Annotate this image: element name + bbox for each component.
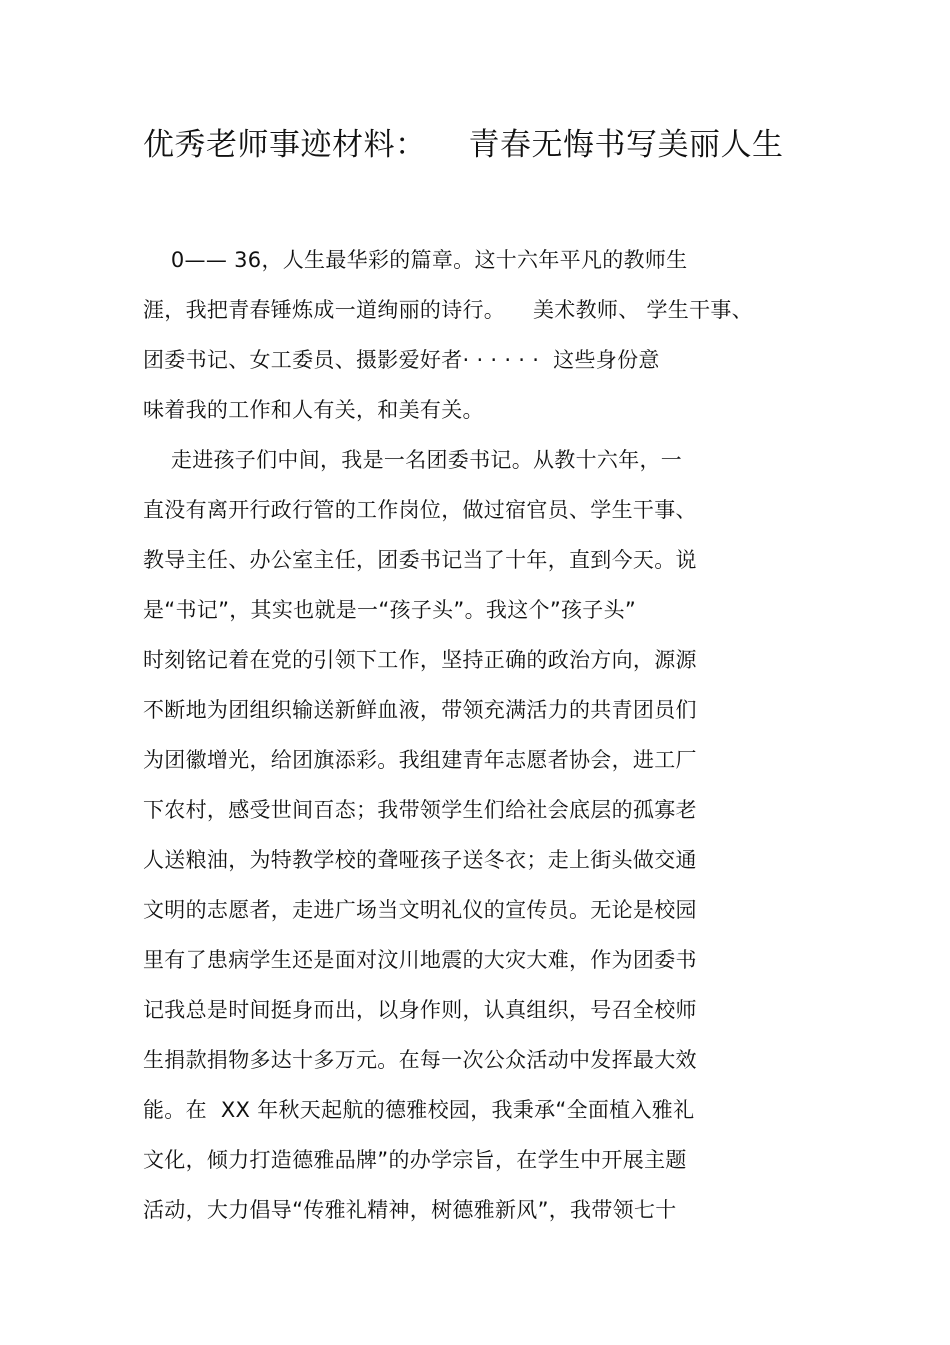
text-line: 团委书记、女工委员、摄影爱好者· · · · · · 这些身份意 [143,348,660,372]
body-text [143,235,803,1235]
text-line: 活动，大力倡导“传雅礼精神，树德雅新风”，我带领七十 [143,1198,677,1222]
text-line: 文明的志愿者，走进广场当文明礼仪的宣传员。无论是校园 [143,898,697,922]
title-main: 优秀老师事迹材料： [143,127,427,163]
text-line: 生捐款捐物多达十多万元。在每一次公众活动中发挥最大效 [143,1048,697,1072]
page-title [143,122,784,168]
text-line: 里有了患病学生还是面对汶川地震的大灾大难，作为团委书 [143,948,697,972]
text-line: 教导主任、办公室主任，团委书记当了十年，直到今天。说 [143,548,697,572]
text-line: 不断地为团组织输送新鲜血液，带领充满活力的共青团员们 [143,698,697,722]
text-line: 味着我的工作和人有关，和美有关。 [143,398,484,422]
title-subtitle: 青春无悔书写美丽人生 [468,127,784,163]
text-line: 走进孩子们中间，我是一名团委书记。从教十六年，一 [143,448,683,472]
text-line: 文化，倾力打造德雅品牌”的办学宗旨，在学生中开展主题 [143,1148,687,1172]
text-line: 记我总是时间挺身而出，以身作则，认真组织，号召全校师 [143,998,697,1022]
text-line: 时刻铭记着在党的引领下工作，坚持正确的政治方向，源源 [143,648,697,672]
text-line: 人送粮油，为特教学校的聋哑孩子送冬衣；走上街头做交通 [143,848,697,872]
text-line: 为团徽增光，给团旗添彩。我组建青年志愿者协会，进工厂 [143,748,697,772]
text-line: 是“书记”，其实也就是一“孩子头”。我这个”孩子头” [143,598,637,622]
text-line: 下农村，感受世间百态；我带领学生们给社会底层的孤寡老 [143,798,697,822]
text-line: 直没有离开行政行管的工作岗位，做过宿官员、学生干事、 [143,498,697,522]
text-line: 涯，我把青春锤炼成一道绚丽的诗行。 美术教师、 学生干事、 [143,298,753,322]
text-line: 能。在 XX 年秋天起航的德雅校园，我秉承“全面植入雅礼 [143,1098,695,1122]
text-line: 0—— 36，人生最华彩的篇章。这十六年平凡的教师生 [143,248,688,272]
